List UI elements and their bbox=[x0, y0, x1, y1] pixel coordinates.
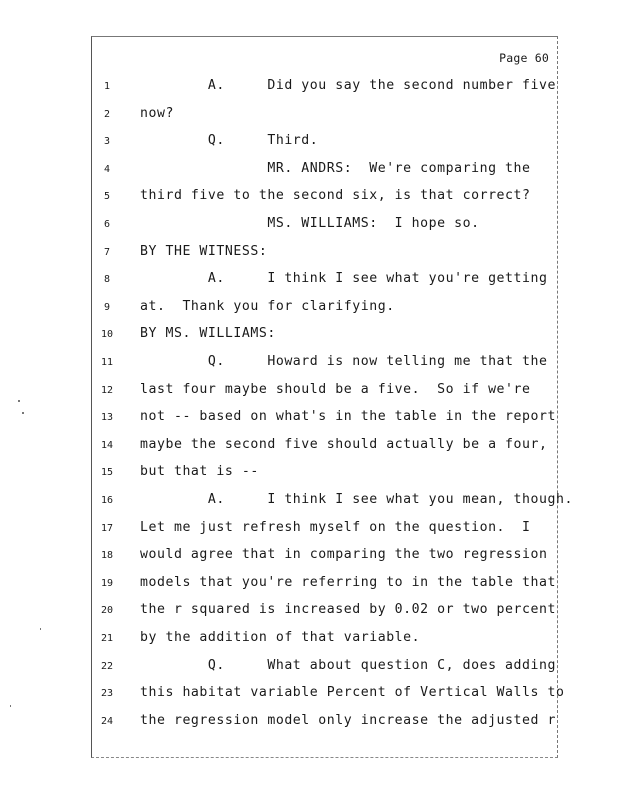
transcript-line bbox=[92, 244, 557, 264]
transcript-line bbox=[92, 602, 557, 622]
line-number: 14 bbox=[100, 439, 114, 451]
transcript-line bbox=[92, 547, 557, 567]
line-text: A. Did you say the second number five bbox=[140, 78, 556, 93]
line-number: 19 bbox=[100, 577, 114, 589]
transcript-line bbox=[92, 437, 557, 457]
line-number: 23 bbox=[100, 688, 114, 700]
line-number: 11 bbox=[100, 357, 114, 368]
line-text: Q. Howard is now telling me that the bbox=[140, 354, 548, 369]
line-text: MR. ANDRS: We're comparing the bbox=[140, 160, 531, 176]
line-number: 4 bbox=[103, 163, 111, 175]
line-number: 9 bbox=[103, 301, 111, 313]
transcript-line bbox=[92, 713, 557, 733]
line-text: MS. WILLIAMS: I hope so. bbox=[140, 216, 480, 231]
scan-speck bbox=[10, 705, 11, 707]
line-text: the r squared is increased by 0.02 or two percent bbox=[140, 602, 556, 618]
line-text: now? bbox=[140, 105, 174, 121]
line-text: would agree that in comparing the two regression bbox=[140, 547, 548, 563]
line-text: not -- based on what's in the table in the report bbox=[140, 409, 556, 425]
line-number: 21 bbox=[100, 633, 114, 644]
line-number: 2 bbox=[103, 108, 111, 120]
line-text: BY THE WITNESS: bbox=[140, 243, 268, 259]
line-text: Q. What about question C, does adding bbox=[140, 657, 556, 673]
transcript-line bbox=[92, 658, 557, 678]
scan-speck bbox=[22, 412, 24, 414]
scan-speck bbox=[40, 628, 41, 630]
line-text: at. Thank you for clarifying. bbox=[140, 298, 395, 314]
line-number: 24 bbox=[100, 715, 114, 727]
line-number: 1 bbox=[103, 81, 111, 92]
transcript-line bbox=[92, 188, 557, 208]
line-number: 22 bbox=[100, 660, 114, 672]
line-number: 12 bbox=[100, 384, 114, 396]
line-text: but that is -- bbox=[140, 464, 259, 480]
line-number: 15 bbox=[100, 467, 114, 479]
transcript-line bbox=[92, 161, 557, 181]
transcript-line bbox=[92, 216, 557, 236]
line-number: 10 bbox=[100, 329, 114, 341]
transcript-line bbox=[92, 492, 573, 512]
line-number: 5 bbox=[103, 191, 111, 203]
line-number: 8 bbox=[103, 274, 111, 286]
transcript-line bbox=[92, 271, 557, 291]
line-number: 17 bbox=[100, 522, 114, 534]
transcript-line bbox=[92, 106, 557, 126]
scan-speck bbox=[18, 400, 20, 402]
line-number: 20 bbox=[100, 605, 114, 617]
line-text: Q. Third. bbox=[140, 133, 319, 149]
line-text: A. I think I see what you're getting bbox=[140, 271, 548, 287]
transcript-line bbox=[92, 299, 557, 319]
line-text: Let me just refresh myself on the question. I bbox=[140, 519, 531, 535]
line-number: 13 bbox=[100, 412, 114, 424]
page-number: Page 60 bbox=[499, 51, 549, 65]
transcript-line bbox=[92, 630, 557, 650]
line-text: A. I think I see what you mean, though. bbox=[140, 492, 573, 507]
line-text: maybe the second five should actually be a four, bbox=[140, 436, 548, 452]
line-text: the regression model only increase the adjusted r bbox=[140, 712, 556, 728]
transcript-line bbox=[92, 575, 557, 595]
transcript-line bbox=[92, 464, 557, 484]
line-number: 16 bbox=[100, 495, 114, 506]
transcript-line bbox=[92, 326, 557, 346]
transcript-line bbox=[92, 520, 557, 540]
line-text: by the addition of that variable. bbox=[140, 630, 421, 645]
line-text: models that you're referring to in the table that bbox=[140, 574, 556, 590]
transcript-line bbox=[92, 133, 557, 153]
line-number: 3 bbox=[103, 136, 111, 148]
transcript-line bbox=[92, 409, 557, 429]
line-number: 6 bbox=[103, 219, 111, 230]
line-text: this habitat variable Percent of Vertical Walls to bbox=[140, 685, 565, 701]
transcript-line bbox=[92, 382, 557, 402]
line-text: BY MS. WILLIAMS: bbox=[140, 326, 276, 342]
transcript-page bbox=[91, 36, 573, 758]
line-text: last four maybe should be a five. So if we're bbox=[140, 381, 531, 397]
line-number: 18 bbox=[100, 550, 114, 562]
transcript-line bbox=[92, 78, 557, 98]
line-text: third five to the second six, is that correct? bbox=[140, 188, 531, 204]
line-number: 7 bbox=[103, 246, 111, 258]
transcript-line bbox=[92, 685, 565, 705]
transcript-line bbox=[92, 354, 557, 374]
